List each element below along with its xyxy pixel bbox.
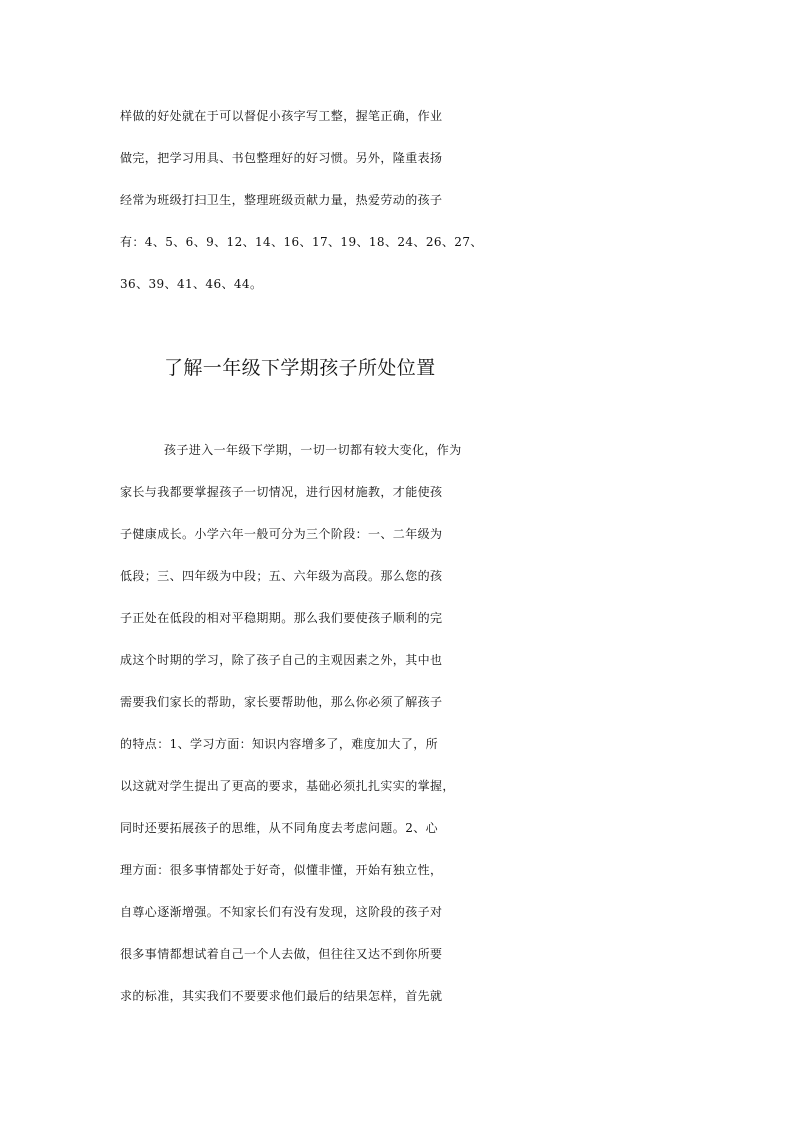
paragraph-line: 求的标准，其实我们不要要求他们最后的结果怎样，首先就 — [120, 989, 443, 1003]
paragraph-line: 有：4、5、6、9、12、14、16、17、19、18、24、26、27、 — [120, 235, 483, 249]
paragraph-line: 的特点：1、学习方面：知识内容增多了，难度加大了，所 — [120, 737, 439, 751]
paragraph-line: 孩子进入一年级下学期，一切一切都有较大变化，作为 — [164, 443, 462, 457]
paragraph-line: 需要我们家长的帮助，家长要帮助他，那么你必须了解孩子 — [120, 695, 443, 709]
paragraph-line: 做完，把学习用具、书包整理好的好习惯。另外，隆重表扬 — [120, 151, 443, 165]
paragraph-line: 同时还要拓展孩子的思维，从不同角度去考虑问题。2、心 — [120, 821, 439, 835]
section-heading: 了解一年级下学期孩子所处位置 — [164, 357, 436, 379]
paragraph-line: 经常为班级打扫卫生，整理班级贡献力量，热爱劳动的孩子 — [120, 193, 443, 207]
paragraph-line: 家长与我都要掌握孩子一切情况，进行因材施教，才能使孩 — [120, 485, 443, 499]
paragraph-line: 子健康成长。小学六年一般可分为三个阶段：一、二年级为 — [120, 527, 443, 541]
paragraph-line: 成这个时期的学习，除了孩子自己的主观因素之外，其中也 — [120, 653, 443, 667]
paragraph-line: 以这就对学生提出了更高的要求，基础必须扎扎实实的掌握， — [120, 779, 455, 793]
paragraph-line: 自尊心逐渐增强。不知家长们有没有发现，这阶段的孩子对 — [120, 905, 443, 919]
paragraph-line: 理方面：很多事情都处于好奇，似懂非懂，开始有独立性， — [120, 863, 443, 877]
paragraph-line: 很多事情都想试着自己一个人去做，但往往又达不到你所要 — [120, 947, 443, 961]
paragraph-line: 低段；三、四年级为中段；五、六年级为高段。那么您的孩 — [120, 569, 443, 583]
paragraph-line: 子正处在低段的相对平稳期期。那么我们要使孩子顺利的完 — [120, 611, 443, 625]
paragraph-line: 样做的好处就在于可以督促小孩字写工整，握笔正确，作业 — [120, 109, 443, 123]
paragraph-line: 36、39、41、46、44。 — [120, 277, 263, 291]
